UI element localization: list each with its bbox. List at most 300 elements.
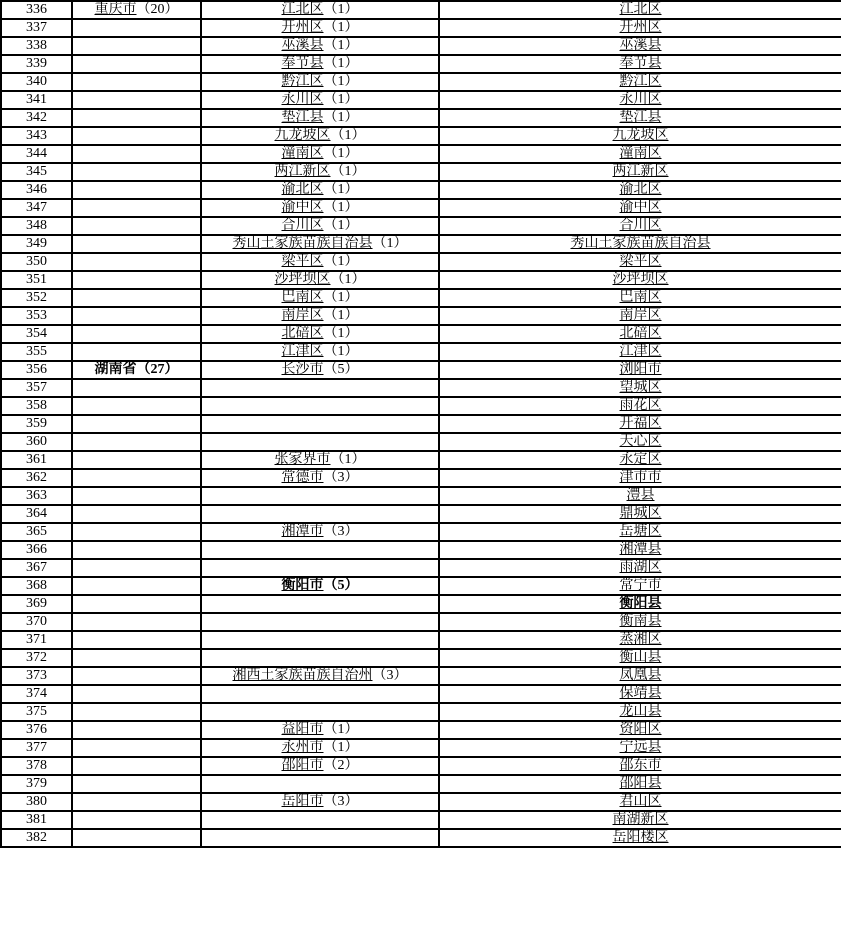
city-cell <box>201 721 439 739</box>
province-cell <box>72 667 201 685</box>
table-row <box>1 55 841 73</box>
city-cell <box>201 811 439 829</box>
district-cell <box>439 253 841 271</box>
table-row <box>1 559 841 577</box>
province-cell <box>72 217 201 235</box>
district-cell <box>439 793 841 811</box>
district-cell <box>439 325 841 343</box>
district-name: 江北区 <box>619 2 662 17</box>
row-number: 339 <box>26 56 47 71</box>
row-number: 344 <box>26 146 47 161</box>
city-name: 两江新区 <box>274 164 331 179</box>
province-cell <box>72 235 201 253</box>
row-number: 352 <box>26 290 47 305</box>
row-number: 351 <box>26 272 47 287</box>
district-name: 渝北区 <box>619 182 662 197</box>
province-cell <box>72 379 201 397</box>
row-number: 360 <box>26 434 47 449</box>
row-number: 377 <box>26 740 47 755</box>
table-row <box>1 451 841 469</box>
city-cell <box>201 1 439 19</box>
city-name: 张家界市 <box>274 452 331 467</box>
district-cell <box>439 91 841 109</box>
row-number-cell <box>1 199 72 217</box>
city-cell <box>201 397 439 415</box>
row-number-cell <box>1 109 72 127</box>
city-name: 永川区 <box>281 92 324 107</box>
city-name: 湘西土家族苗族自治州 <box>232 668 373 683</box>
row-number: 372 <box>26 650 47 665</box>
city-name: 潼南区 <box>281 146 324 161</box>
province-cell <box>72 541 201 559</box>
city-cell <box>201 379 439 397</box>
province-cell <box>72 397 201 415</box>
city-name: 益阳市 <box>281 722 324 737</box>
district-name: 望城区 <box>619 380 662 395</box>
city-cell <box>201 37 439 55</box>
district-name: 浏阳市 <box>619 362 662 377</box>
province-cell <box>72 343 201 361</box>
province-cell <box>72 73 201 91</box>
city-name: 湘潭市 <box>281 524 324 539</box>
row-number-cell <box>1 397 72 415</box>
city-name: 秀山土家族苗族自治县 <box>232 236 373 251</box>
row-number: 376 <box>26 722 47 737</box>
city-count: （1） <box>323 740 359 755</box>
district-name: 垫江县 <box>619 110 662 125</box>
row-number-cell <box>1 793 72 811</box>
district-name: 北碚区 <box>619 326 662 341</box>
table-row <box>1 541 841 559</box>
city-name: 黔江区 <box>281 74 324 89</box>
province-cell <box>72 163 201 181</box>
row-number: 338 <box>26 38 47 53</box>
row-number-cell <box>1 739 72 757</box>
province-cell <box>72 487 201 505</box>
district-name: 津市市 <box>619 470 662 485</box>
district-name: 资阳区 <box>619 722 662 737</box>
city-cell <box>201 343 439 361</box>
province-cell <box>72 703 201 721</box>
district-name: 巴南区 <box>619 290 662 305</box>
district-cell <box>439 19 841 37</box>
row-number-cell <box>1 1 72 19</box>
district-cell <box>439 73 841 91</box>
table-row <box>1 433 841 451</box>
district-cell <box>439 667 841 685</box>
table-row <box>1 325 841 343</box>
province-cell <box>72 559 201 577</box>
city-cell <box>201 127 439 145</box>
district-name: 常宁市 <box>619 578 662 593</box>
city-cell <box>201 541 439 559</box>
city-cell <box>201 703 439 721</box>
province-cell <box>72 451 201 469</box>
city-cell <box>201 523 439 541</box>
city-name: 巴南区 <box>281 290 324 305</box>
city-count: （1） <box>330 128 366 143</box>
row-number-cell <box>1 37 72 55</box>
row-number: 341 <box>26 92 47 107</box>
city-count: （1） <box>323 344 359 359</box>
table-row <box>1 19 841 37</box>
row-number-cell <box>1 271 72 289</box>
district-cell <box>439 199 841 217</box>
district-name: 岳阳楼区 <box>612 830 669 845</box>
province-cell <box>72 271 201 289</box>
table-row <box>1 361 841 379</box>
province-name: 重庆市 <box>94 2 137 17</box>
table-row <box>1 379 841 397</box>
district-cell <box>439 217 841 235</box>
city-cell <box>201 415 439 433</box>
district-name: 巫溪县 <box>619 38 662 53</box>
city-count: （1） <box>323 326 359 341</box>
city-cell <box>201 199 439 217</box>
province-cell <box>72 649 201 667</box>
row-number: 362 <box>26 470 47 485</box>
city-name: 南岸区 <box>281 308 324 323</box>
province-cell <box>72 631 201 649</box>
district-cell <box>439 811 841 829</box>
city-count: （1） <box>330 164 366 179</box>
row-number-cell <box>1 235 72 253</box>
district-cell <box>439 271 841 289</box>
city-count: （1） <box>323 2 359 17</box>
table-row <box>1 793 841 811</box>
city-cell <box>201 361 439 379</box>
row-number: 345 <box>26 164 47 179</box>
district-cell <box>439 415 841 433</box>
city-cell <box>201 307 439 325</box>
city-name: 永州市 <box>281 740 324 755</box>
table-row <box>1 289 841 307</box>
district-cell <box>439 757 841 775</box>
table-row <box>1 775 841 793</box>
district-name: 湘潭县 <box>619 542 662 557</box>
province-cell <box>72 775 201 793</box>
row-number-cell <box>1 685 72 703</box>
city-count: （5） <box>323 362 359 377</box>
province-cell <box>72 613 201 631</box>
city-cell <box>201 667 439 685</box>
district-cell <box>439 397 841 415</box>
city-count: （3） <box>372 668 408 683</box>
row-number-cell <box>1 433 72 451</box>
province-cell <box>72 289 201 307</box>
district-cell <box>439 109 841 127</box>
city-count: （1） <box>330 272 366 287</box>
table-row <box>1 307 841 325</box>
table-row <box>1 811 841 829</box>
city-name: 渝北区 <box>281 182 324 197</box>
city-count: （1） <box>323 254 359 269</box>
city-name: 垫江县 <box>281 110 324 125</box>
city-cell <box>201 235 439 253</box>
table-row <box>1 235 841 253</box>
row-number: 349 <box>26 236 47 251</box>
district-name: 君山区 <box>619 794 662 809</box>
district-name: 衡阳县 <box>619 596 662 611</box>
city-cell <box>201 163 439 181</box>
province-cell <box>72 253 201 271</box>
city-count: （1） <box>323 110 359 125</box>
district-cell <box>439 289 841 307</box>
city-count: （5） <box>323 578 359 593</box>
district-cell <box>439 595 841 613</box>
table-row <box>1 595 841 613</box>
district-cell <box>439 145 841 163</box>
row-number-cell <box>1 595 72 613</box>
row-number-cell <box>1 361 72 379</box>
district-cell <box>439 343 841 361</box>
district-name: 九龙坡区 <box>612 128 669 143</box>
city-count: （1） <box>323 38 359 53</box>
row-number: 364 <box>26 506 47 521</box>
city-cell <box>201 631 439 649</box>
city-cell <box>201 253 439 271</box>
district-name: 开福区 <box>619 416 662 431</box>
table-row <box>1 685 841 703</box>
district-cell <box>439 721 841 739</box>
district-name: 澧县 <box>626 488 655 503</box>
district-cell <box>439 505 841 523</box>
province-cell <box>72 109 201 127</box>
table-row <box>1 721 841 739</box>
row-number-cell <box>1 289 72 307</box>
province-cell <box>72 577 201 595</box>
district-name: 岳塘区 <box>619 524 662 539</box>
city-name: 巫溪县 <box>281 38 324 53</box>
city-name: 邵阳市 <box>281 758 324 773</box>
district-cell <box>439 523 841 541</box>
table-row <box>1 271 841 289</box>
province-cell <box>72 37 201 55</box>
row-number-cell <box>1 469 72 487</box>
table-row <box>1 127 841 145</box>
row-number: 378 <box>26 758 47 773</box>
district-cell <box>439 127 841 145</box>
district-cell <box>439 433 841 451</box>
row-number: 340 <box>26 74 47 89</box>
row-number-cell <box>1 829 72 847</box>
city-cell <box>201 685 439 703</box>
city-cell <box>201 91 439 109</box>
province-cell <box>72 811 201 829</box>
table-row <box>1 217 841 235</box>
province-cell <box>72 829 201 847</box>
row-number-cell <box>1 145 72 163</box>
district-name: 雨湖区 <box>619 560 662 575</box>
district-name: 永定区 <box>619 452 662 467</box>
row-number-cell <box>1 577 72 595</box>
row-number: 369 <box>26 596 47 611</box>
district-name: 凤凰县 <box>619 668 662 683</box>
district-name: 奉节县 <box>619 56 662 71</box>
table-row <box>1 91 841 109</box>
table-row <box>1 253 841 271</box>
row-number: 354 <box>26 326 47 341</box>
district-name: 黔江区 <box>619 74 662 89</box>
table-row <box>1 631 841 649</box>
district-cell <box>439 307 841 325</box>
city-count: （1） <box>323 56 359 71</box>
city-cell <box>201 505 439 523</box>
city-cell <box>201 613 439 631</box>
province-cell <box>72 55 201 73</box>
row-number: 367 <box>26 560 47 575</box>
city-name: 岳阳市 <box>281 794 324 809</box>
city-name: 常德市 <box>281 470 324 485</box>
city-cell <box>201 217 439 235</box>
region-table-body <box>1 1 841 847</box>
city-cell <box>201 19 439 37</box>
table-row <box>1 523 841 541</box>
province-cell <box>72 127 201 145</box>
city-name: 江北区 <box>281 2 324 17</box>
city-count: （3） <box>323 524 359 539</box>
district-cell <box>439 37 841 55</box>
district-cell <box>439 559 841 577</box>
table-row <box>1 415 841 433</box>
district-name: 龙山县 <box>619 704 662 719</box>
district-cell <box>439 55 841 73</box>
province-cell <box>72 505 201 523</box>
table-row <box>1 109 841 127</box>
district-name: 南湖新区 <box>612 812 669 827</box>
city-cell <box>201 649 439 667</box>
row-number: 374 <box>26 686 47 701</box>
city-cell <box>201 577 439 595</box>
row-number: 358 <box>26 398 47 413</box>
city-count: （1） <box>323 218 359 233</box>
city-name: 梁平区 <box>281 254 324 269</box>
row-number-cell <box>1 541 72 559</box>
table-row <box>1 37 841 55</box>
city-cell <box>201 775 439 793</box>
row-number: 350 <box>26 254 47 269</box>
district-name: 合川区 <box>619 218 662 233</box>
row-number-cell <box>1 73 72 91</box>
row-number: 347 <box>26 200 47 215</box>
row-number: 356 <box>26 362 47 377</box>
district-cell <box>439 541 841 559</box>
row-number: 366 <box>26 542 47 557</box>
province-cell <box>72 793 201 811</box>
table-row <box>1 703 841 721</box>
city-count: （1） <box>323 182 359 197</box>
city-cell <box>201 145 439 163</box>
district-cell <box>439 829 841 847</box>
province-cell <box>72 721 201 739</box>
city-name: 合川区 <box>281 218 324 233</box>
province-cell <box>72 91 201 109</box>
table-row <box>1 829 841 847</box>
table-row <box>1 163 841 181</box>
district-name: 渝中区 <box>619 200 662 215</box>
district-cell <box>439 685 841 703</box>
province-cell <box>72 469 201 487</box>
province-cell <box>72 1 201 19</box>
district-name: 衡山县 <box>619 650 662 665</box>
row-number-cell <box>1 811 72 829</box>
city-name: 沙坪坝区 <box>274 272 331 287</box>
row-number-cell <box>1 757 72 775</box>
city-name: 衡阳市 <box>281 578 324 593</box>
district-name: 两江新区 <box>612 164 669 179</box>
row-number: 346 <box>26 182 47 197</box>
district-name: 梁平区 <box>619 254 662 269</box>
row-number-cell <box>1 505 72 523</box>
city-name: 长沙市 <box>281 362 324 377</box>
table-row <box>1 757 841 775</box>
district-name: 蒸湘区 <box>619 632 662 647</box>
province-cell <box>72 325 201 343</box>
table-row <box>1 505 841 523</box>
row-number-cell <box>1 721 72 739</box>
row-number-cell <box>1 181 72 199</box>
row-number: 371 <box>26 632 47 647</box>
row-number: 357 <box>26 380 47 395</box>
row-number-cell <box>1 559 72 577</box>
province-cell <box>72 19 201 37</box>
city-count: （1） <box>323 290 359 305</box>
city-cell <box>201 793 439 811</box>
city-cell <box>201 289 439 307</box>
province-cell <box>72 199 201 217</box>
row-number: 355 <box>26 344 47 359</box>
city-count: （1） <box>323 722 359 737</box>
city-cell <box>201 469 439 487</box>
district-name: 鼎城区 <box>619 506 662 521</box>
district-cell <box>439 379 841 397</box>
row-number: 380 <box>26 794 47 809</box>
row-number: 363 <box>26 488 47 503</box>
district-cell <box>439 163 841 181</box>
row-number: 359 <box>26 416 47 431</box>
city-count: （1） <box>323 74 359 89</box>
district-name: 江津区 <box>619 344 662 359</box>
district-name: 邵阳县 <box>619 776 662 791</box>
city-name: 江津区 <box>281 344 324 359</box>
row-number-cell <box>1 523 72 541</box>
table-row <box>1 181 841 199</box>
city-name: 北碚区 <box>281 326 324 341</box>
city-count: （2） <box>323 758 359 773</box>
city-name: 渝中区 <box>281 200 324 215</box>
district-cell <box>439 469 841 487</box>
city-cell <box>201 739 439 757</box>
table-row <box>1 145 841 163</box>
row-number-cell <box>1 55 72 73</box>
row-number-cell <box>1 487 72 505</box>
table-row <box>1 667 841 685</box>
row-number-cell <box>1 325 72 343</box>
city-cell <box>201 487 439 505</box>
city-cell <box>201 55 439 73</box>
province-cell <box>72 145 201 163</box>
city-count: （1） <box>323 146 359 161</box>
province-cell <box>72 181 201 199</box>
city-count: （3） <box>323 794 359 809</box>
district-name: 潼南区 <box>619 146 662 161</box>
city-cell <box>201 451 439 469</box>
district-name: 开州区 <box>619 20 662 35</box>
province-cell <box>72 307 201 325</box>
district-name: 保靖县 <box>619 686 662 701</box>
row-number: 342 <box>26 110 47 125</box>
city-cell <box>201 433 439 451</box>
